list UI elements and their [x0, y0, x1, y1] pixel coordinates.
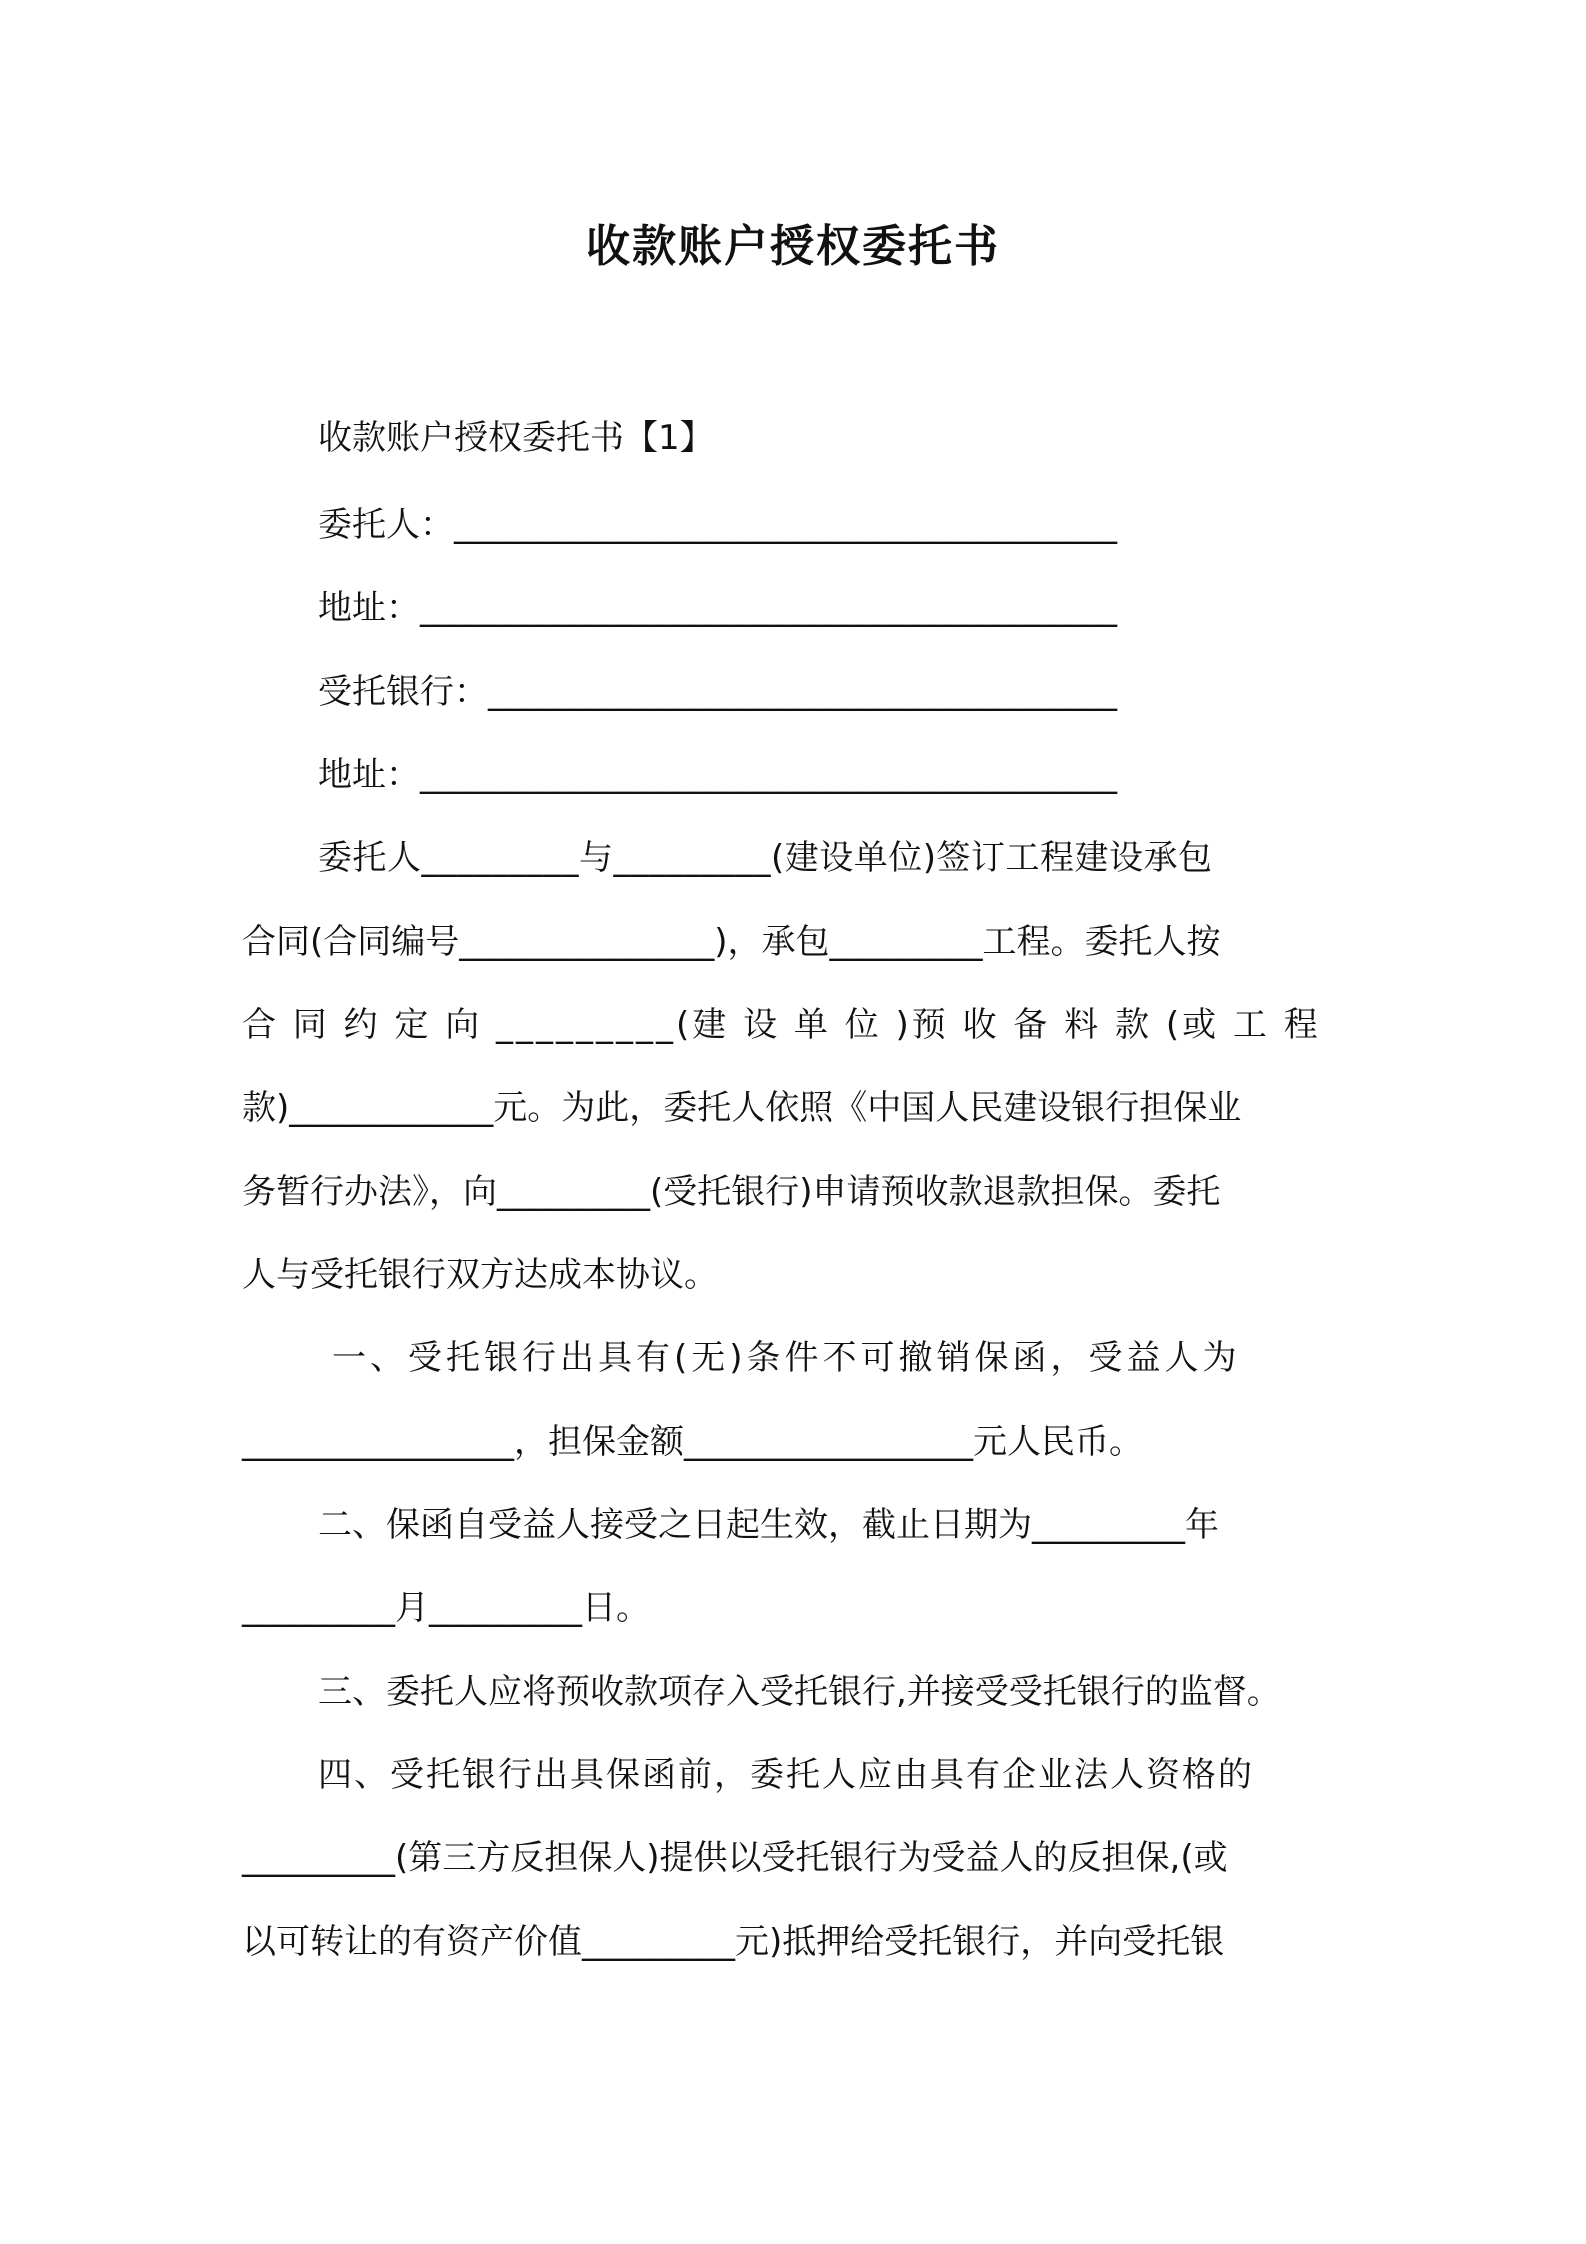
paragraph-line: 人与受托银行双方达成本协议。 — [242, 1255, 718, 1295]
clause-3-line: 三、委托人应将预收款项存入受托银行,并接受受托银行的监督。 — [318, 1672, 1281, 1712]
clause-4-line: 以可转让的有资产价值_________元)抵押给受托银行，并向受托银 — [242, 1922, 1225, 1962]
clause-1-line: 一、受托银行出具有(无)条件不可撤销保函，受益人为 — [332, 1338, 1241, 1378]
clause-4-line: _________(第三方反担保人)提供以受托银行为受益人的反担保,(或 — [242, 1838, 1228, 1878]
document-title: 收款账户授权委托书 — [586, 221, 1000, 272]
field-principal: 委托人：_______________________________________ — [318, 505, 1117, 545]
paragraph-line: 合 同 约 定 向 _________(建 设 单 位 )预 收 备 料 款 (或 工 程 — [242, 1005, 1321, 1045]
field-principal-address: 地址：_________________________________________ — [318, 588, 1117, 628]
field-trustee-bank: 受托银行：_____________________________________ — [318, 672, 1117, 712]
clause-2-line: 二、保函自受益人接受之日起生效，截止日期为_________年 — [318, 1505, 1219, 1545]
paragraph-line: 委托人_________与_________(建设单位)签订工程建设承包 — [318, 838, 1213, 878]
document-subtitle: 收款账户授权委托书【1】 — [318, 418, 714, 458]
paragraph-line: 款)____________元。为此，委托人依照《中国人民建设银行担保业 — [242, 1088, 1242, 1128]
paragraph-line: 合同(合同编号_______________)，承包_________工程。委托人按 — [242, 922, 1221, 962]
paragraph-line: 务暂行办法》，向_________(受托银行)申请预收款退款担保。委托 — [242, 1172, 1221, 1212]
clause-2-line: _________月_________日。 — [242, 1588, 650, 1628]
field-bank-address: 地址：_________________________________________ — [318, 755, 1117, 795]
clause-4-line: 四、受托银行出具保函前，委托人应由具有企业法人资格的 — [318, 1755, 1254, 1795]
clause-1-line: ________________，担保金额_________________元人民币。 — [242, 1422, 1143, 1462]
